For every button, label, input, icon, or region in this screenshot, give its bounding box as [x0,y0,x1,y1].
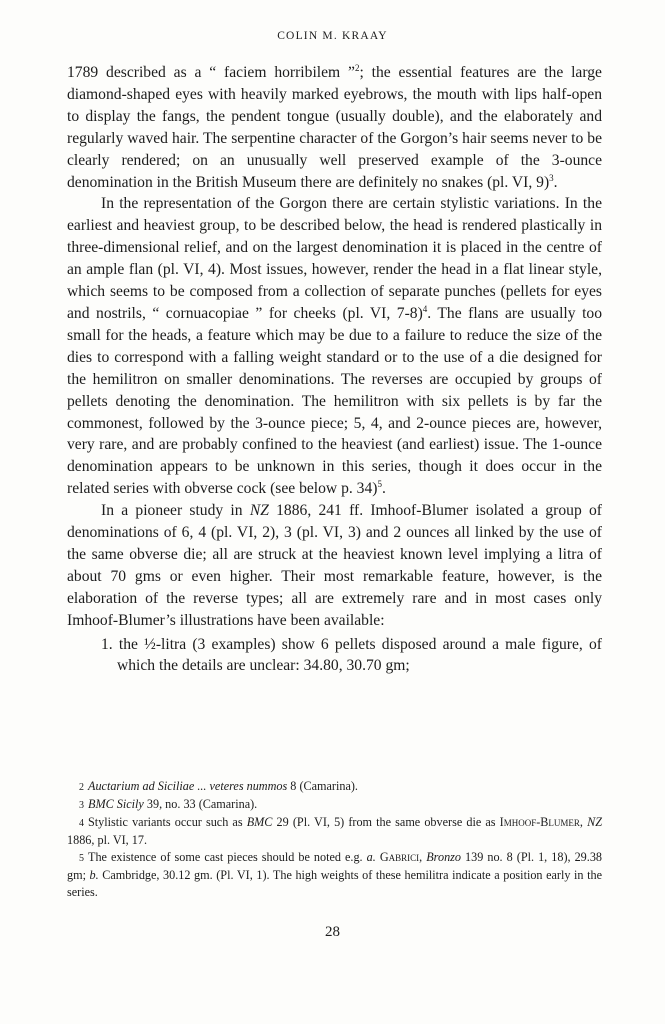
footnote-number: 5 [79,853,84,864]
text-run: The existence of some cast pieces should be noted e.g. [88,850,367,864]
text-run: Cambridge, 30.12 gm. (Pl. VI, 1). The high weights of these hemilitra indicate a position early in the series. [67,868,602,899]
text-run: 1886, pl. VI, 17. [67,833,148,847]
footnote-3 [67,796,602,814]
footnotes [67,778,602,901]
italic-text: a. [366,850,376,864]
running-header: COLIN M. KRAAY [277,30,388,42]
author-name: Imhoof-Blumer [499,815,580,829]
text-run: Stylistic variants occur such as [88,815,247,829]
text-run: . [381,480,386,498]
text-run: 1789 described as a “ faciem horribilem ” [67,64,355,81]
italic-text: b. [89,868,99,882]
footnote-number: 2 [79,782,84,793]
footnote-4 [67,814,602,849]
italic-text: BMC [246,815,273,829]
page-number: 28 [325,924,340,940]
text-run: , [579,815,588,829]
paragraph-1 [67,62,602,193]
footnote-number: 4 [79,818,84,829]
footnote-5 [67,849,602,901]
journal-abbrev: NZ [249,502,269,520]
list-item [67,634,602,678]
footnote-2 [67,778,602,796]
footnote-number: 3 [79,800,84,811]
footnote-ref-5[interactable]: 5 [377,479,382,490]
text-run: . The flans are usually too small for the heads, a feature which may be due to a failure to reduce the size of the dies to correspond with a falling weight standard or to the use of a die designed for the hemilitron on smaller denominations. The reverses are occupied by groups of pellets denoting the denomination. The hemilitron with six pellets is by far the commonest, followed by the 3-ounce piece; 5, 4, and 2-ounce pieces are, however, very rare, and are probably confined to the heaviest (and earliest) issue. The 1-ounce denomination appears to be unknown in this series, though it does occur in the related series with obverse cock (see below p. 34) [67,304,602,498]
text-run: 29 (Pl. VI, 5) from the same obverse die as [272,815,500,829]
text-run: In the representation of the Gorgon there are certain stylistic variations. In the earliest and heaviest group, to be described below, the head is rendered plastically in three-dimensional relief, and on the largest denomination it is placed in the centre of an ample flan (pl. VI, 4). Most issues, however, render the head in a flat linear style, which seems to be composed from a collection of separate punches (pellets for eyes and nostrils, “ cornuacopiae ” for cheeks (pl. VI, 7-8) [67,195,602,322]
footnote-ref-4[interactable]: 4 [422,303,428,314]
italic-text: BMC Sicily [88,797,144,811]
text-run: 1886, 241 ff. Imhoof-Blumer isolated a group of denominations of 6, 4 (pl. VI, 2), 3 (pl. VI, 3) and 2 ounces all linked by the use of the same obverse die; all are struck at the heaviest known level implying a litra of about 70 gms or even higher. Their most remarkable feature, however, is the elaboration of the reverse types; all are extremely rare and in most cases only Imhoof-Blumer’s illustrations have been available: [67,502,602,629]
footnote-ref-2[interactable]: 2 [354,63,360,73]
text-run: 8 (Camarina). [287,779,358,793]
footnote-ref-3[interactable]: 3 [549,172,554,183]
text-run: ; the essential features are the large diamond-shaped eyes with heavily marked eyebrows, the mouth with lips half-open to display the fangs, the pendent tongue (usually double), and the elaborately and regularly waved hair. The serpentine character of the Gorgon’s hair seems never to be clearly rendered; on an unusually well preserved example of the 3-ounce denomination in the British Museum there are definitely no snakes (pl. VI, 9) [67,64,602,191]
main-text [67,62,602,677]
paragraph-2 [67,193,602,500]
italic-text: Auctarium ad Siciliae ... veteres nummos [88,779,288,793]
text-run: , [419,850,427,864]
text-run: 139 no. 8 (Pl. 1, 18), 29.38 gm; [67,850,603,882]
text-run: . [553,173,558,191]
text-run: 39, no. 33 (Camarina). [143,797,258,811]
paragraph-3 [67,500,602,631]
list-text: the ½-litra (3 examples) show 6 pellets disposed around a male figure, of which the details are unclear: 34.80, 30.70 gm; [117,635,602,675]
text-run: In a pioneer study in [101,502,250,520]
author-name: Gabrici [379,850,420,864]
italic-text: NZ [587,815,602,829]
italic-text: Bronzo [426,850,461,864]
list-number: 1. [101,635,113,653]
